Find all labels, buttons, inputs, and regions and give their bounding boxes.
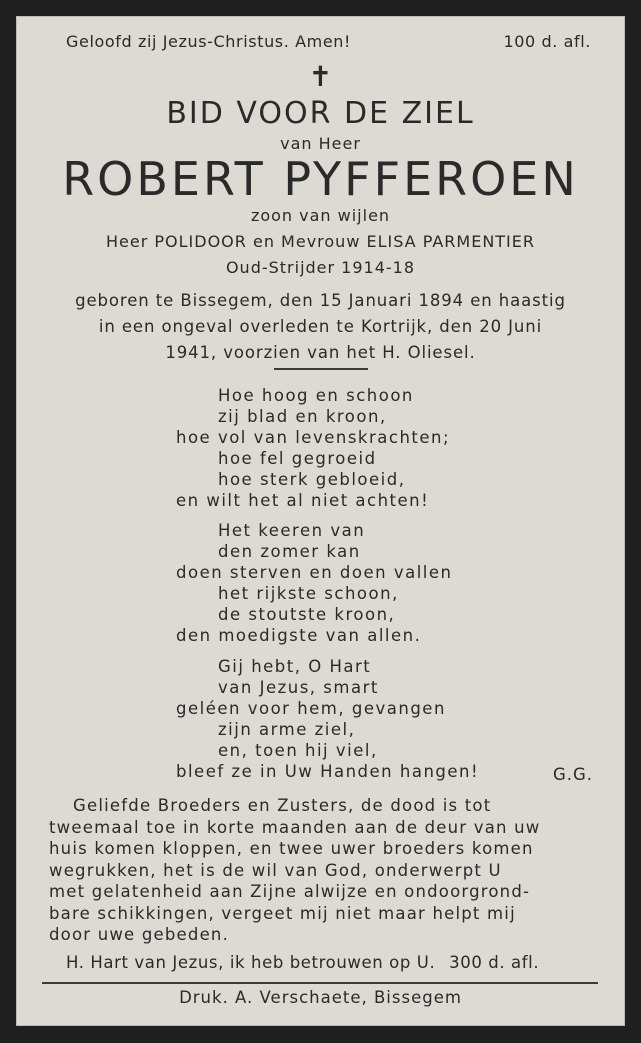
poem-line: en, toen hij viel, [218, 741, 378, 760]
motto-row [66, 953, 539, 972]
poem-line: hoe fel gegroeid [218, 449, 377, 468]
son-of-label: zoon van wijlen [250, 206, 391, 225]
motto-text: H. Hart van Jezus, ik heb betrouwen op U. [66, 953, 436, 972]
veteran-line: Oud-Strijder 1914-18 [225, 258, 416, 277]
poem-line: van Jezus, smart [218, 678, 379, 697]
poem-line: bleef ze in Uw Handen hangen! [176, 762, 480, 781]
poem-line: zijn arme ziel, [218, 720, 356, 739]
poem-line: Hoe hoog en schoon [218, 386, 414, 405]
poem-line: hoe vol van levenskrachten; [176, 428, 451, 447]
poem-line: hoe sterk gebloeid, [218, 470, 406, 489]
poem-line: de stoutste kroon, [218, 605, 396, 624]
poem-line: den zomer kan [218, 542, 361, 561]
bottom-rule [42, 982, 598, 984]
bio-line: 1941, voorzien van het H. Oliesel. [165, 343, 476, 362]
poem-line: Gij hebt, O Hart [218, 657, 372, 676]
prose-line: huis komen kloppen, en twee uwer broeders komen [49, 839, 534, 858]
bio-line: in een ongeval overleden te Kortrijk, den 20 Juni [98, 317, 543, 336]
poem-author: G.G. [552, 765, 593, 784]
poem-line: en wilt het al niet achten! [176, 491, 430, 510]
poem-stanza-1 [176, 385, 450, 511]
poem-stanza-3 [176, 656, 479, 782]
prose-line: met gelatenheid aan Zijne alwijze en ondoorgrond- [49, 882, 531, 901]
prose-line: door uwe gebeden. [49, 925, 230, 944]
biography [16, 288, 625, 366]
cross-icon: ✝ [308, 60, 333, 93]
prose-line: Geliefde Broeders en Zusters, de dood is tot [73, 796, 492, 815]
memorial-card [16, 16, 625, 1026]
parents-line: Heer POLIDOOR en Mevrouw ELISA PARMENTIER [106, 232, 535, 251]
prose-line: wegrukken, het is de wil van God, onderwerpt U [49, 860, 502, 880]
divider [274, 368, 368, 370]
poem-line: het rijkste schoon, [218, 584, 399, 603]
honorific: van Heer [280, 134, 361, 153]
prayer-heading: BID VOOR DE ZIEL [166, 96, 475, 131]
poem-line: den moedigste van allen. [176, 626, 422, 645]
indulgence-bottom: 300 d. afl. [449, 953, 540, 972]
prose-line: tweemaal toe in korte maanden aan de deur van uw [49, 817, 541, 837]
deceased-name: ROBERT PYFFEROEN [62, 152, 579, 206]
prose-paragraph [49, 795, 597, 946]
poem-stanza-2 [176, 520, 452, 646]
poem-line: Het keeren van [218, 521, 366, 540]
invocation-text: Geloofd zij Jezus-Christus. Amen! [66, 32, 352, 51]
poem-line: doen sterven en doen vallen [176, 563, 453, 582]
printer-credit: Druk. A. Verschaete, Bissegem [179, 988, 462, 1007]
poem-line: geléen voor hem, gevangen [176, 699, 446, 718]
bio-line: geboren te Bissegem, den 15 Januari 1894 en haastig [75, 291, 566, 310]
indulgence-top: 100 d. afl. [503, 32, 591, 51]
prose-line: bare schikkingen, vergeet mij niet maar helpt mij [49, 903, 516, 923]
poem-line: zij blad en kroon, [218, 407, 387, 426]
